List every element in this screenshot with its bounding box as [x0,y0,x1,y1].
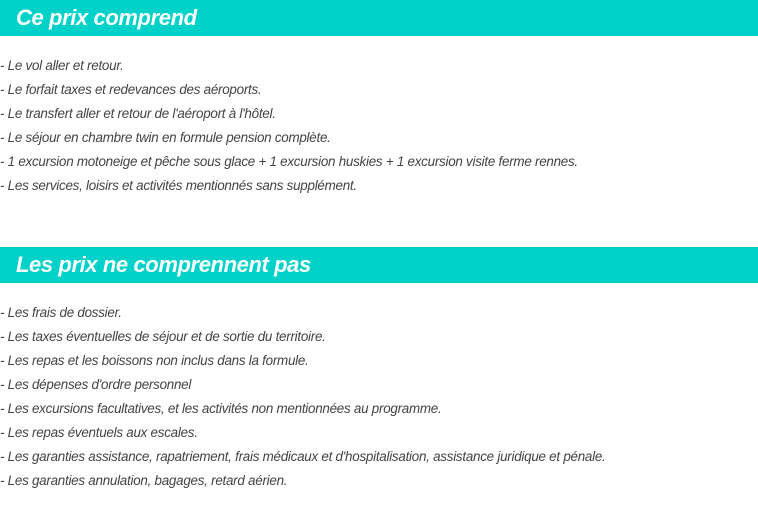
list-item: - Le vol aller et retour. [0,58,124,73]
list-item: - 1 excursion motoneige et pêche sous glace + 1 excursion huskies + 1 excursion visite ferme rennes. [0,154,578,169]
list-item: - Les repas et les boissons non inclus dans la formule. [0,353,309,368]
list-item: - Les dépenses d'ordre personnel [0,377,192,392]
list-item: - Les frais de dossier. [0,305,122,320]
list-item: - Le transfert aller et retour de l'aéroport à l'hôtel. [0,106,276,121]
included-list [0,54,578,198]
list-item: - Les garanties assistance, rapatriement, frais médicaux et d'hospitalisation, assistance juridique et pénale. [0,449,606,464]
section-heading-included: Ce prix comprend [0,0,758,36]
list-item: - Le forfait taxes et redevances des aéroports. [0,82,262,97]
list-item: - Le séjour en chambre twin en formule pension complète. [0,130,331,145]
list-item: - Les taxes éventuelles de séjour et de sortie du territoire. [0,329,326,344]
list-item: - Les repas éventuels aux escales. [0,425,198,440]
excluded-list [0,301,606,493]
list-item: - Les garanties annulation, bagages, retard aérien. [0,473,288,488]
list-item: - Les services, loisirs et activités mentionnés sans supplément. [0,178,357,193]
section-heading-excluded: Les prix ne comprennent pas [0,247,758,283]
list-item: - Les excursions facultatives, et les activités non mentionnées au programme. [0,401,442,416]
